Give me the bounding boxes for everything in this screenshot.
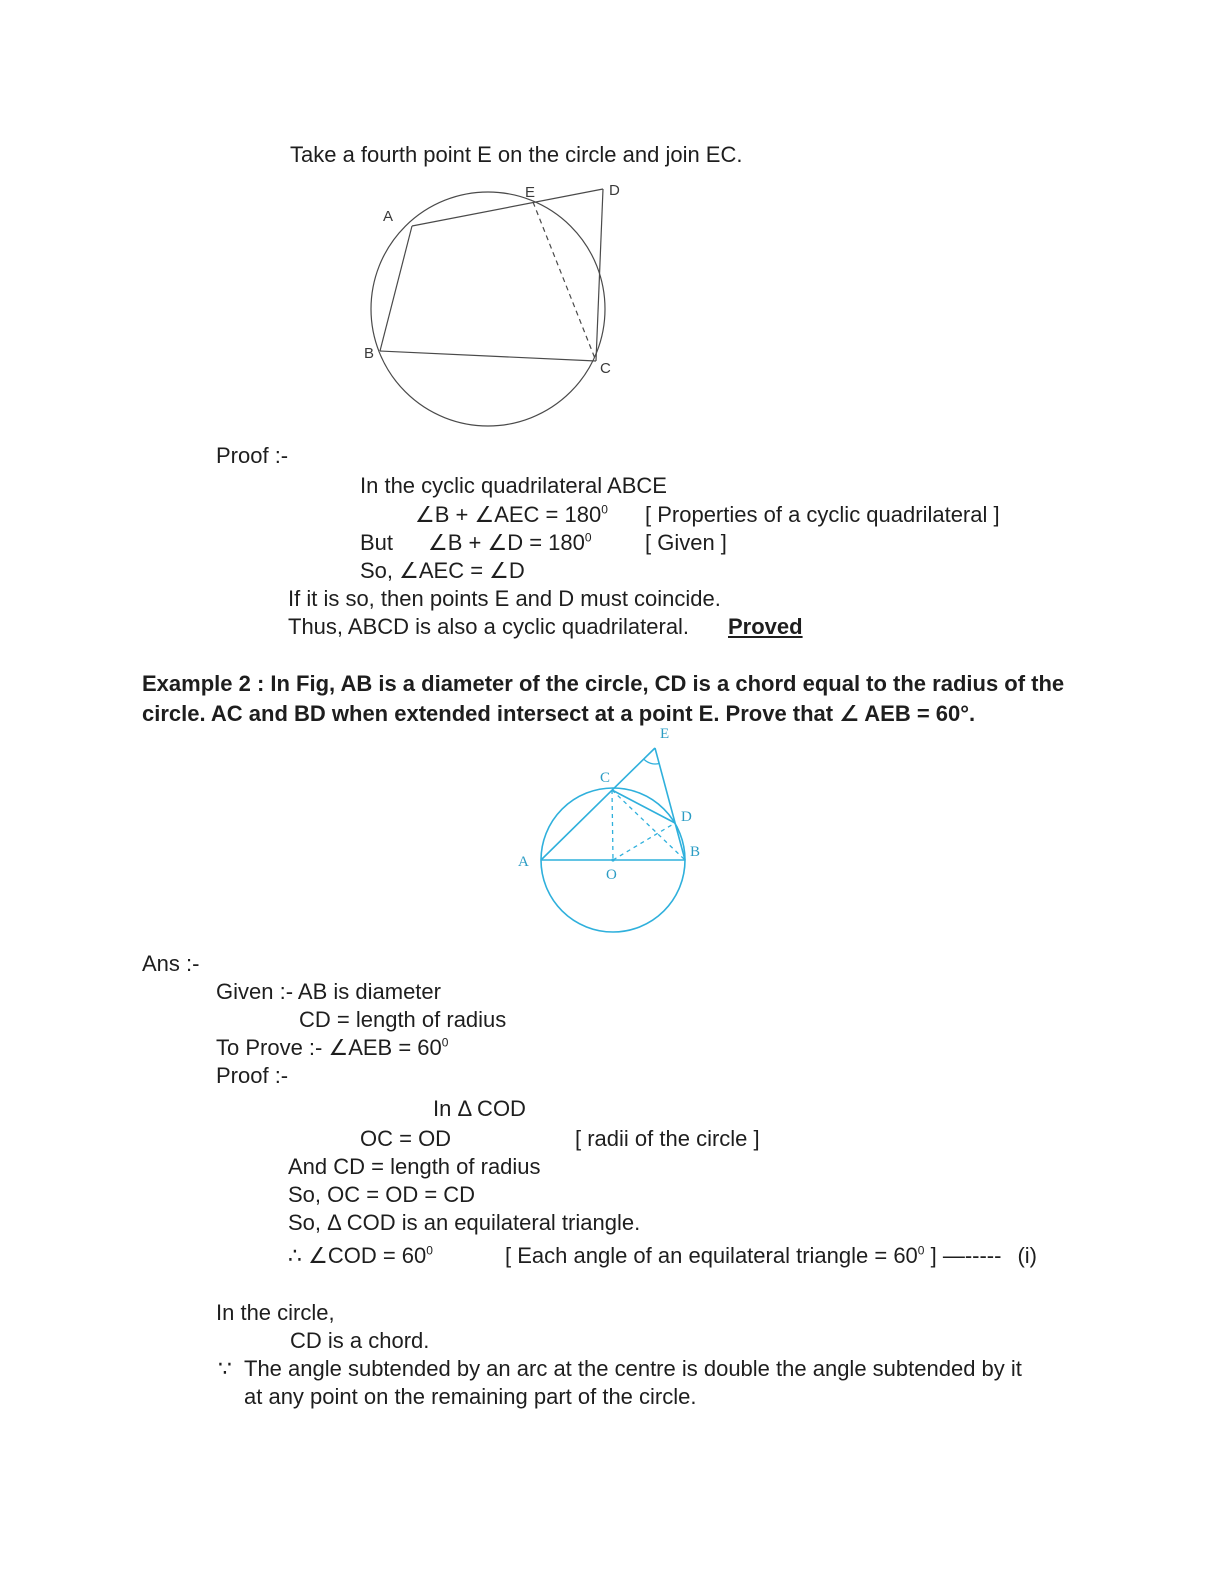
- circle-outline: [371, 192, 605, 426]
- given-line2: CD = length of radius: [299, 1007, 507, 1032]
- equation-cod-60: [288, 1243, 433, 1269]
- note-equilateral-angle: [505, 1243, 1037, 1269]
- theorem-line2: at any point on the remaining part of the circle.: [244, 1384, 697, 1409]
- in-triangle-cod: In Δ COD: [433, 1096, 526, 1121]
- line-a-e-d: [412, 189, 603, 226]
- equation-cod-60-text: ∴ ∠COD = 60: [288, 1243, 427, 1268]
- vertex-label-b: B: [364, 345, 375, 362]
- equation-b-d-text: ∠B + ∠D = 180: [428, 530, 585, 555]
- angle-arc-at-e: [644, 759, 659, 764]
- vertex-label-d: D: [609, 182, 620, 199]
- figure-cyclic-quadrilateral: [330, 168, 670, 440]
- proof-line-so: So, ∠AEC = ∠D: [360, 558, 525, 583]
- equation-b-d: [428, 530, 592, 556]
- but-label: But: [360, 530, 394, 555]
- dashed-line-c-o: [612, 790, 613, 860]
- note-given: [ Given ]: [645, 530, 727, 555]
- proof-line-cyclic: In the cyclic quadrilateral ABCE: [360, 473, 667, 498]
- proof-line-coincide: If it is so, then points E and D must coincide.: [288, 586, 721, 611]
- equation-b-aec-text: ∠B + ∠AEC = 180: [415, 502, 602, 527]
- line-cd-is-chord: CD is a chord.: [290, 1328, 430, 1353]
- intro-text: Take a fourth point E on the circle and join EC.: [290, 142, 743, 167]
- vertex-label-a: A: [518, 854, 529, 870]
- equation-oc-od: OC = OD: [360, 1126, 452, 1151]
- proved-label: Proved: [728, 614, 803, 639]
- proof2-heading: Proof :-: [216, 1063, 289, 1088]
- center-label-o: O: [606, 867, 617, 883]
- example2-heading-line2: circle. AC and BD when extended intersect at a point E. Prove that ∠ AEB = 60°.: [142, 701, 976, 726]
- dashed-line-c-b: [612, 790, 685, 860]
- line-so-equilateral: So, Δ COD is an equilateral triangle.: [288, 1210, 641, 1235]
- proof-heading: Proof :-: [216, 443, 289, 468]
- theorem-line1: The angle subtended by an arc at the centre is double the angle subtended by it: [244, 1356, 1022, 1381]
- note-cyclic-property: [ Properties of a cyclic quadrilateral ]: [645, 502, 1000, 527]
- vertex-label-c: C: [600, 770, 611, 786]
- degree-superscript: 0: [426, 1243, 433, 1258]
- to-prove-line: [216, 1035, 448, 1061]
- note-equilateral-angle-tail: ] —-----: [924, 1243, 1002, 1268]
- degree-superscript: 0: [917, 1243, 925, 1258]
- ans-label: Ans :-: [142, 951, 200, 976]
- note-radii: [ radii of the circle ]: [575, 1126, 760, 1151]
- vertex-label-d: D: [681, 809, 692, 825]
- vertex-label-c: C: [600, 360, 611, 377]
- vertex-label-e: E: [525, 184, 536, 201]
- line-in-the-circle: In the circle,: [216, 1300, 335, 1325]
- note-equilateral-angle-text: [ Each angle of an equilateral triangle = 60: [505, 1243, 918, 1268]
- vertex-label-e: E: [660, 726, 670, 742]
- vertex-label-a: A: [383, 208, 394, 225]
- given-line1: Given :- AB is diameter: [216, 979, 441, 1004]
- equation-b-aec: [415, 502, 608, 528]
- proof-line-thus: Thus, ABCD is also a cyclic quadrilateral.: [288, 614, 690, 639]
- dashed-line-e-c: [533, 202, 596, 361]
- degree-superscript: 0: [441, 1035, 449, 1050]
- line-so-oc-od-cd: So, OC = OD = CD: [288, 1182, 476, 1207]
- line-a-b: [380, 226, 412, 351]
- line-b-c: [380, 351, 596, 361]
- degree-superscript: 0: [584, 530, 592, 545]
- center-point-o: [611, 858, 614, 861]
- reference-i: (i): [1017, 1243, 1037, 1268]
- line-and-cd: And CD = length of radius: [288, 1154, 541, 1179]
- figure-circle-diameter-chord: [500, 720, 750, 950]
- vertex-label-b: B: [690, 844, 701, 860]
- to-prove-text: To Prove :- ∠AEB = 60: [216, 1035, 442, 1060]
- because-symbol: ∵: [218, 1356, 232, 1381]
- degree-superscript: 0: [601, 502, 608, 517]
- example2-heading-line1: Example 2 : In Fig, AB is a diameter of the circle, CD is a chord equal to the radius of the: [142, 671, 1065, 696]
